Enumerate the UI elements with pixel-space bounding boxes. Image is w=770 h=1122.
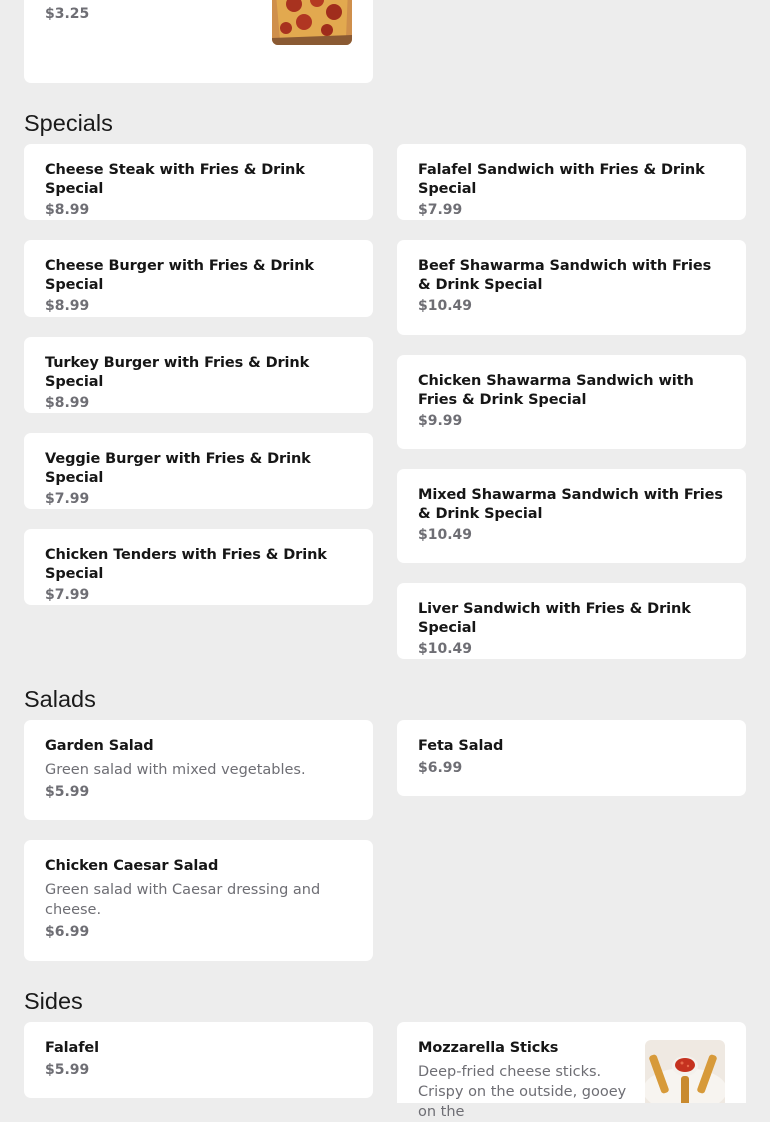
menu-item-card[interactable] bbox=[397, 469, 746, 563]
menu-item-price: $7.99 bbox=[45, 491, 90, 507]
menu-item-card[interactable] bbox=[24, 1022, 373, 1098]
menu-item-price: $8.99 bbox=[45, 395, 90, 411]
menu-item-name: Chicken Tenders with Fries & Drink Special bbox=[45, 547, 327, 582]
menu-item-price: $8.99 bbox=[45, 298, 90, 314]
menu-item-price: $3.25 bbox=[45, 5, 90, 22]
menu-item-description: Deep-fried cheese sticks. Crispy on the outside, gooey on the bbox=[418, 1063, 627, 1120]
menu-item-name: Falafel Sandwich with Fries & Drink Special bbox=[418, 162, 705, 197]
menu-item-price: $7.99 bbox=[45, 587, 90, 603]
menu-item-price: $10.49 bbox=[418, 641, 473, 657]
menu-item-price: $10.49 bbox=[418, 527, 473, 543]
menu-item-name: Cheese Burger with Fries & Drink Special bbox=[45, 258, 314, 293]
pizza-slice-image bbox=[272, 0, 352, 45]
menu-item-card[interactable] bbox=[24, 720, 373, 820]
menu-item-description: Green salad with Caesar dressing and cheese. bbox=[45, 881, 321, 918]
menu-item-name: Beef Shawarma Sandwich with Fries & Drink Special bbox=[418, 258, 712, 293]
menu-item-card[interactable] bbox=[24, 240, 373, 317]
menu-item-card[interactable] bbox=[24, 144, 373, 220]
menu-item-name: Liver Sandwich with Fries & Drink Special bbox=[418, 601, 691, 636]
menu-item-card[interactable] bbox=[24, 529, 373, 605]
menu-item-price: $6.99 bbox=[418, 759, 463, 776]
menu-item-name: Garden Salad bbox=[45, 738, 154, 754]
section-title-sides: Sides bbox=[24, 988, 83, 1014]
menu-item-name: Chicken Shawarma Sandwich with Fries & Drink Special bbox=[418, 373, 694, 408]
menu-item-card[interactable] bbox=[397, 720, 746, 796]
menu-item-name: Cheese Steak with Fries & Drink Special bbox=[45, 162, 305, 197]
menu-item-price: $8.99 bbox=[45, 202, 90, 218]
menu-item-name: Mozzarella Sticks bbox=[418, 1040, 559, 1056]
menu-item-card[interactable] bbox=[397, 583, 746, 659]
menu-item-description: Green salad with mixed vegetables. bbox=[45, 761, 306, 778]
menu-item-card[interactable] bbox=[24, 840, 373, 961]
menu-item-price: $9.99 bbox=[418, 413, 463, 429]
menu-item-card[interactable] bbox=[397, 355, 746, 449]
menu-item-name: Mixed Shawarma Sandwich with Fries & Drink Special bbox=[418, 487, 723, 522]
menu-item-card[interactable] bbox=[24, 0, 373, 83]
menu-item-card[interactable] bbox=[24, 337, 373, 413]
menu-item-price: $5.99 bbox=[45, 783, 90, 800]
menu-item-card[interactable] bbox=[397, 1022, 746, 1120]
menu-item-price: $6.99 bbox=[45, 923, 90, 940]
menu-item-price: $5.99 bbox=[45, 1061, 90, 1078]
menu-item-price: $7.99 bbox=[418, 202, 463, 218]
menu-item-price: $10.49 bbox=[418, 298, 473, 314]
menu-item-name: Chicken Caesar Salad bbox=[45, 858, 219, 874]
menu-item-card[interactable] bbox=[24, 433, 373, 509]
mozzarella-sticks-image bbox=[645, 1040, 725, 1103]
menu-item-name: Falafel bbox=[45, 1040, 100, 1056]
menu-item-card[interactable] bbox=[397, 144, 746, 220]
menu-item-card[interactable] bbox=[397, 240, 746, 335]
menu-item-name: Veggie Burger with Fries & Drink Special bbox=[45, 451, 311, 486]
menu-item-name: Turkey Burger with Fries & Drink Special bbox=[45, 355, 310, 390]
menu-item-name: Feta Salad bbox=[418, 738, 504, 754]
section-title-salads: Salads bbox=[24, 686, 96, 712]
section-title-specials: Specials bbox=[24, 110, 113, 136]
